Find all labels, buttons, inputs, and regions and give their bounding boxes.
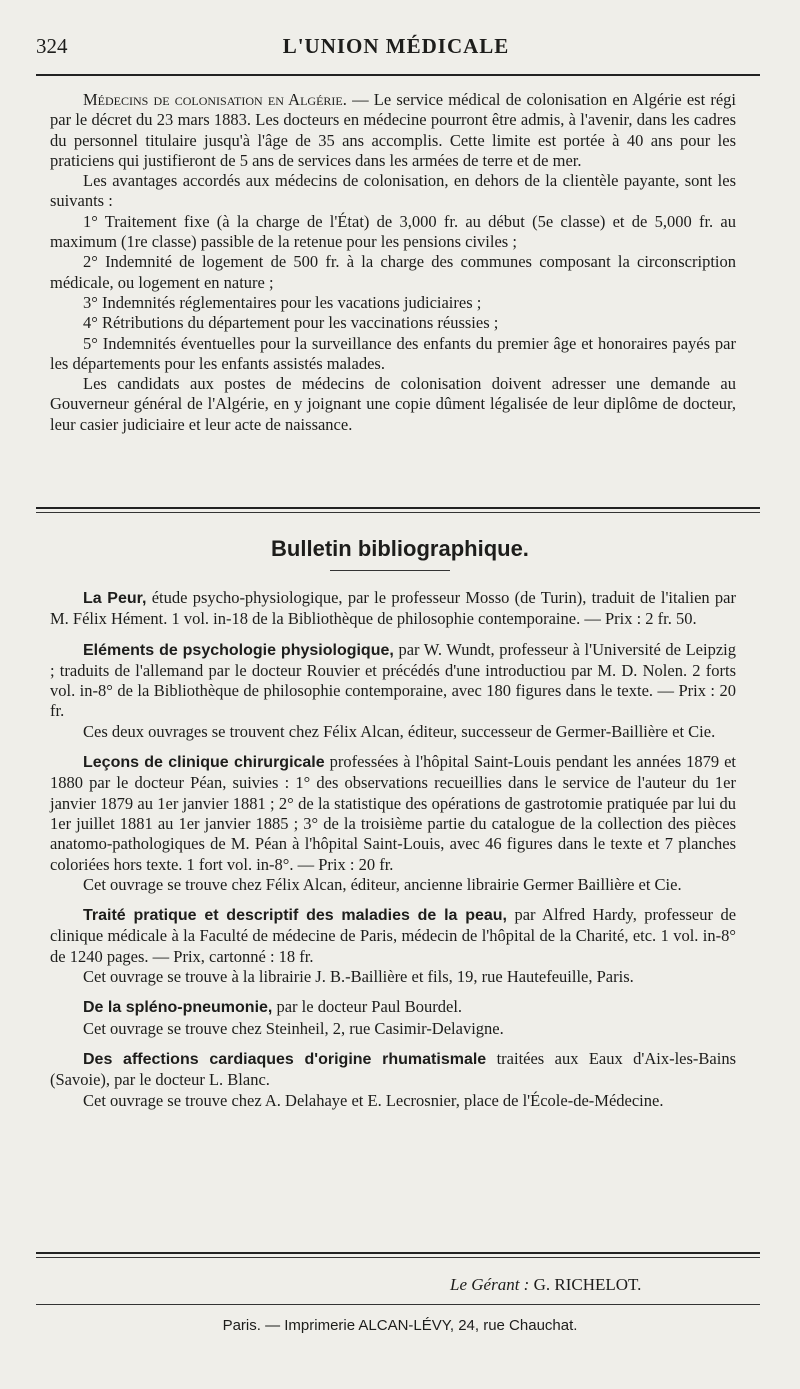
- news-paragraph: 1° Traitement fixe (à la charge de l'État) de 3,000 fr. au début (5e classe) et de 5,000 fr. au maximum (1re classe) passible de la retenue pour les pensions civiles ;: [50, 211, 736, 252]
- news-paragraph: Les candidats aux postes de médecins de colonisation doivent adresser une demande au Gouverneur général de l'Algérie, en y joignant une copie dûment légalisée de leur diplôme de docteur, leur casier judiciaire et leur acte de naissance.: [50, 374, 736, 434]
- news-paragraph: 5° Indemnités éventuelles pour la surveillance des enfants du premier âge et honoraires payés par les départements pour les enfants assistés malades.: [50, 333, 736, 373]
- bib-entry: Cet ouvrage se trouve chez Félix Alcan, éditeur, ancienne librairie Germer Baillière et Cie.: [83, 874, 682, 894]
- bib-entry: Cet ouvrage se trouve chez Steinheil, 2, rue Casimir-Delavigne.: [83, 1018, 504, 1038]
- section-rule-thin: [36, 512, 760, 513]
- page-number: 324: [36, 34, 68, 58]
- bib-entry: Traité pratique et descriptif des maladies de la peau, par Alfred Hardy, professeur de clinique médicale à la Faculté de médecine de Paris, médecin de l'hôpital de la Charité, etc. 1 vol. in-8° de 1240 pages. — Prix, cartonné : 18 fr.: [50, 905, 737, 966]
- footer-rule: [36, 1252, 760, 1254]
- bulletin-title: Bulletin bibliographique.: [271, 536, 529, 561]
- news-paragraph: Médecins de colonisation en Algérie. — Le service médical de colonisation en Algérie est régi par le décret du 23 mars 1883. Les docteurs en médecine pourront être admis, à l'avenir, dans les cadres du personnel titulaire jusqu'à l'âge de 35 ans accomplis. Cette limite est portée à 40 ans pour les praticiens qui justifieront de 5 ans de services dans les armées de terre et de mer.: [50, 90, 737, 170]
- bib-entry: Des affections cardiaques d'origine rhumatismale traitées aux Eaux d'Aix-les-Bains (Savoie), par le docteur L. Blanc.: [50, 1048, 736, 1090]
- page-header: [36, 34, 756, 66]
- bib-entry: Ces deux ouvrages se trouvent chez Félix Alcan, éditeur, successeur de Germer-Baillière et Cie.: [83, 721, 716, 741]
- bib-entry: Eléments de psychologie physiologique, par W. Wundt, professeur à l'Université de Leipzig ; traduits de l'allemand par le docteur Rouvier et précédés d'une introductiou par M. D. Nolen. 2 forts vol. in-8° de la Bibliothèque de philosophie contemporaine, avec 180 figures dans le texte. — Prix : 20 fr.: [50, 639, 736, 721]
- section-rule: [36, 507, 760, 509]
- footer-rule-thin: [36, 1257, 760, 1258]
- bulletin-section: [50, 588, 736, 1111]
- imprint-line: Paris. — Imprimerie ALCAN-LÉVY, 24, rue Chauchat.: [222, 1317, 578, 1334]
- news-paragraph: 4° Rétributions du département pour les vaccinations réussies ;: [83, 313, 499, 333]
- news-section: [50, 90, 736, 435]
- bib-entry: La Peur, étude psycho-physiologique, par le professeur Mosso (de Turin), traduit de l'italien par M. Félix Hément. 1 vol. in-18 de la Bibliothèque de philosophie contemporaine. — Prix : 2 fr. 50.: [50, 588, 737, 629]
- news-paragraph: 3° Indemnités réglementaires pour les vacations judiciaires ;: [83, 292, 482, 312]
- bib-entry: De la spléno-pneumonie, par le docteur Paul Bourdel.: [83, 997, 463, 1017]
- title-rule: [330, 570, 450, 571]
- news-title: Médecins de colonisation en Algérie.: [83, 90, 347, 109]
- running-title: L'UNION MÉDICALE: [282, 34, 510, 58]
- bib-entry: Leçons de clinique chirurgicale professées à l'hôpital Saint-Louis pendant les années 1879 et 1880 par le docteur Péan, suivies : 1° des observations recueillies dans le service de l'auteur du 1er janvier 1879 au 1er janvier 1881 ; 2° de la statistique des opérations de gastrotomie pratiquée par lui du 1er juillet 1881 au 1er janvier 1885 ; 3° de la troisième partie du catalogue de la collection des pièces anatomo-pathologiques de M. Péan à l'hôpital Saint-Louis, avec 46 figures dans le texte et 7 planches coloriées hors texte. 1 fort vol. in-8°. — Prix : 20 fr.: [50, 752, 736, 874]
- news-paragraph: 2° Indemnité de logement de 500 fr. à la charge des communes composant la circonscription médicale, ou logement en nature ;: [50, 252, 736, 292]
- imprint-rule: [36, 1304, 760, 1305]
- news-paragraph: Les avantages accordés aux médecins de colonisation, en dehors de la clientèle payante, sont les suivants :: [50, 171, 736, 211]
- gerant-line: Le Gérant : G. RICHELOT.: [450, 1275, 642, 1294]
- bib-entry: Cet ouvrage se trouve à la librairie J. B.-Baillière et fils, 19, rue Hautefeuille, Paris.: [83, 967, 634, 987]
- header-rule: [36, 74, 760, 76]
- bib-entry: Cet ouvrage se trouve chez A. Delahaye et E. Lecrosnier, place de l'École-de-Médecine.: [83, 1090, 664, 1110]
